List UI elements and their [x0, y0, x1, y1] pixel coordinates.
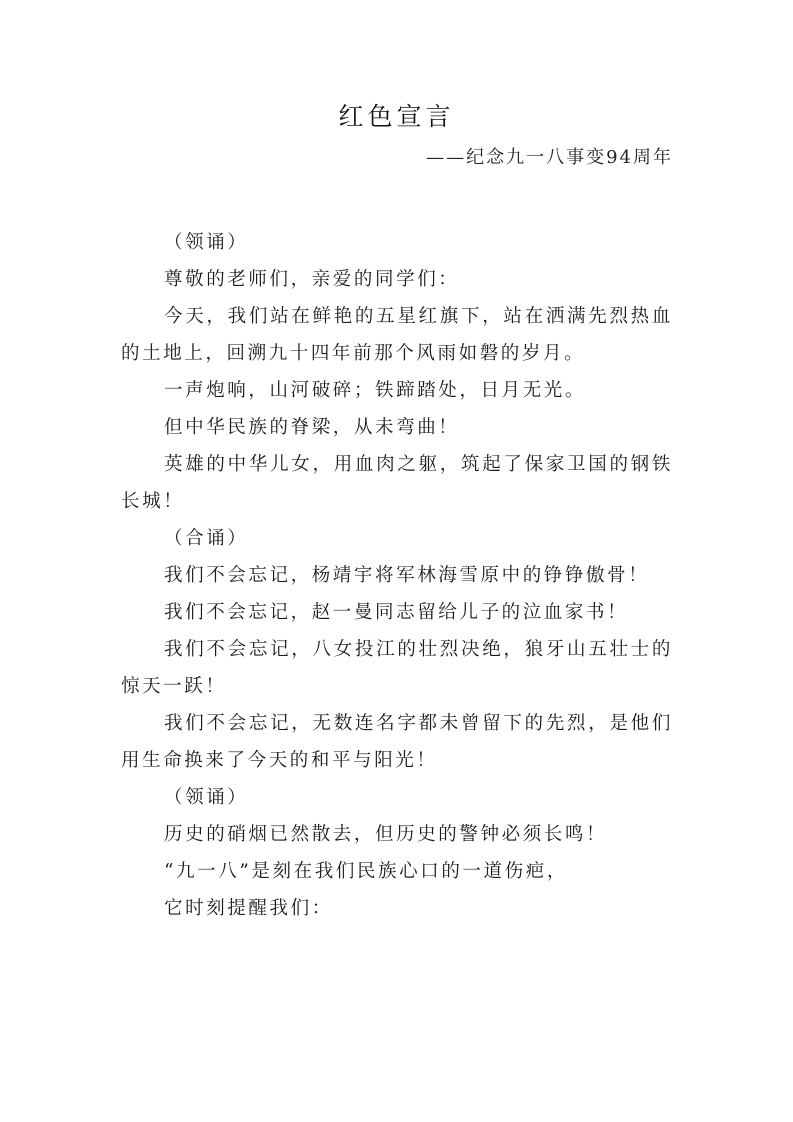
document-body [121, 224, 673, 927]
paragraph: 英雄的中华儿女，用血肉之躯，筑起了保家卫国的钢铁长城！ [121, 454, 673, 512]
paragraph: 我们不会忘记，赵一曼同志留给儿子的泣血家书！ [164, 602, 629, 623]
role-label-lead: （领诵） [164, 787, 249, 808]
paragraph: 但中华民族的脊梁，从未弯曲！ [164, 417, 460, 438]
paragraph: 我们不会忘记，无数连名字都未曾留下的先烈，是他们用生命换来了今天的和平与阳光！ [121, 713, 673, 771]
paragraph: “九一八”是刻在我们民族心口的一道伤疤， [164, 861, 568, 882]
document-title: 红色宣言 [338, 102, 455, 131]
role-label-lead: （领诵） [164, 232, 249, 253]
paragraph: 我们不会忘记，八女投江的壮烈决绝，狼牙山五壮士的惊天一跃！ [121, 639, 673, 697]
document-subtitle: ——纪念九一八事变94周年 [426, 147, 673, 168]
paragraph: 一声炮响，山河破碎；铁蹄踏处，日月无光。 [164, 380, 587, 401]
paragraph: 我们不会忘记，杨靖宇将军林海雪原中的铮铮傲骨！ [164, 565, 650, 586]
paragraph: 今天，我们站在鲜艳的五星红旗下，站在洒满先烈热血的土地上，回溯九十四年前那个风雨如磐的岁月。 [121, 306, 673, 364]
paragraph: 它时刻提醒我们： [164, 898, 333, 919]
paragraph-greeting: 尊敬的老师们，亲爱的同学们： [164, 269, 460, 290]
paragraph: 历史的硝烟已然散去，但历史的警钟必须长鸣！ [164, 824, 608, 845]
role-label-chorus: （合诵） [164, 528, 249, 549]
